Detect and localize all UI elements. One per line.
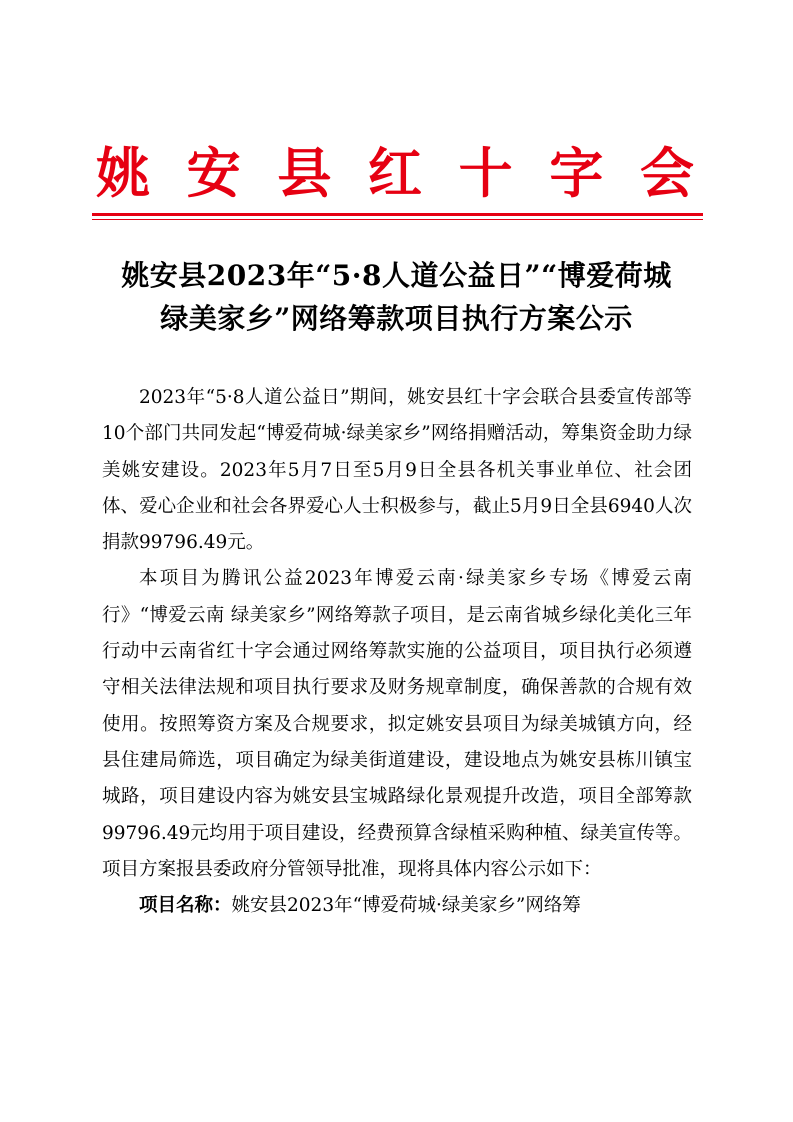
document-body bbox=[102, 380, 692, 924]
project-name-value: 姚安县2023年“博爱荷城·绿美家乡”网络筹 bbox=[231, 895, 581, 917]
project-name-paragraph bbox=[102, 888, 692, 924]
document-title bbox=[90, 254, 703, 340]
document-title-line-2: 绿美家乡”网络筹款项目执行方案公示 bbox=[160, 302, 633, 335]
project-name-label: 项目名称： bbox=[139, 895, 232, 917]
letterhead-divider-thin bbox=[92, 219, 703, 220]
body-paragraph-1: 2023年“5·8人道公益日”期间，姚安县红十字会联合县委宣传部等10个部门共同发起“博爱荷城·绿美家乡”网络捐赠活动，筹集资金助力绿美姚安建设。2023年5月7日至5月9日全县各机关事业单位、社会团体、爱心企业和社会各界爱心人士积极参与，截止5月9日全县6940人次捐款99796.49元。 bbox=[102, 387, 692, 554]
body-paragraph-2: 本项目为腾讯公益2023年博爱云南·绿美家乡专场《博爱云南行》“博爱云南 绿美家乡”网络筹款子项目，是云南省城乡绿化美化三年行动中云南省红十字会通过网络筹款实施的公益项目，项目执行必须遵守相关法律法规和项目执行要求及财务规章制度，确保善款的合规有效使用。按照筹资方案及合规要求，拟定姚安县项目为绿美城镇方向，经县住建局筛选，项目确定为绿美街道建设，建设地点为姚安县栋川镇宝城路，项目建设内容为姚安县宝城路绿化景观提升改造，项目全部筹款99796.49元均用于项目建设，经费预算含绿植采购种植、绿美宣传等。项目方案报县委政府分管领导批准，现将具体内容公示如下： bbox=[102, 568, 692, 880]
letterhead-divider-thick bbox=[92, 213, 703, 216]
document-title-line-1: 姚安县2023年“5·8人道公益日”“博爱荷城 bbox=[121, 259, 672, 292]
organization-letterhead: 姚安县红十字会 bbox=[96, 141, 698, 205]
